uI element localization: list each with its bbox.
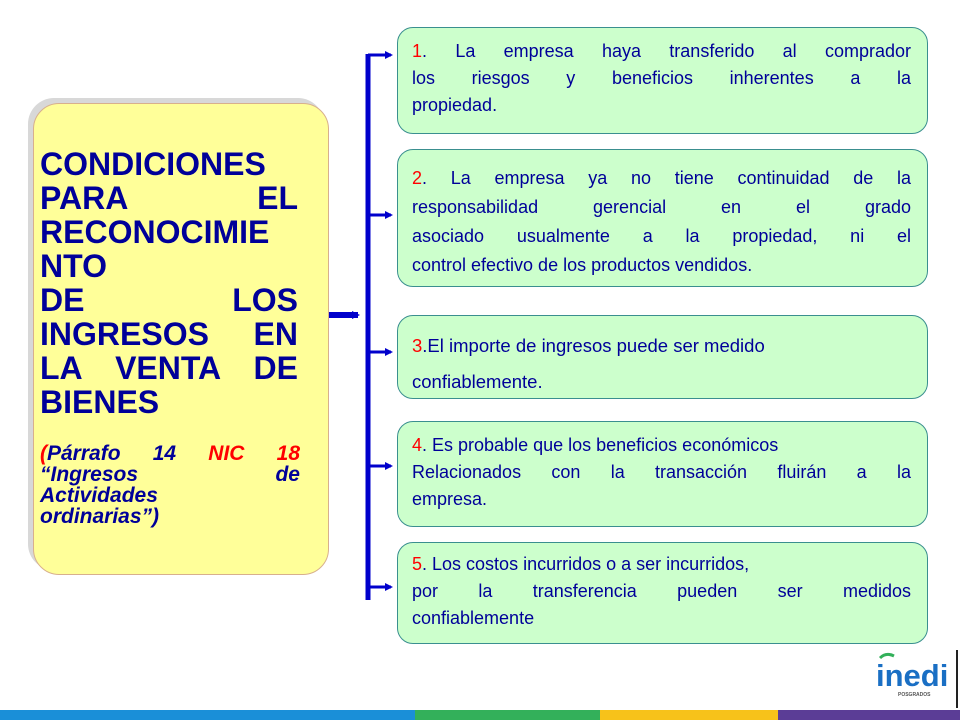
condition-text: .El importe de ingresos puede ser medido	[422, 335, 765, 356]
condition-box-4	[397, 421, 928, 527]
main-title-line: RECONOCIMIE	[40, 214, 270, 250]
condition-line	[412, 38, 911, 65]
condition-line	[412, 432, 911, 459]
condition-box-3	[397, 315, 928, 399]
subtitle-line-4: ordinarias”)	[40, 505, 160, 528]
condition-text: empresa.	[412, 489, 488, 509]
subtitle-line-1	[40, 443, 300, 464]
condition-box-2	[397, 149, 928, 287]
main-title-line: LA VENTA DE	[40, 350, 298, 386]
condition-text: . Es probable que los beneficios económicos	[422, 435, 779, 455]
bar-segment-blue	[0, 710, 415, 720]
inedi-logo-mark	[876, 650, 960, 710]
condition-number: 5	[412, 554, 423, 574]
condition-text: confiablemente	[412, 608, 535, 628]
logo-text: inedi	[876, 658, 949, 693]
subtitle-quote: “Ingresos	[40, 463, 139, 486]
condition-text: asociado usualmente a la propiedad, ni el	[412, 226, 911, 246]
subtitle-paren: (	[40, 442, 47, 465]
condition-number: 2	[412, 168, 423, 188]
subtitle-de: de	[275, 463, 300, 486]
condition-text: propiedad.	[412, 95, 498, 115]
inedi-logo	[876, 650, 960, 710]
condition-text: los riesgos y beneficios inherentes a la	[412, 68, 911, 88]
condition-box-1	[397, 27, 928, 134]
main-title-line: CONDICIONES	[40, 146, 266, 182]
condition-number: 1	[412, 41, 423, 61]
main-title-line: INGRESOS EN	[40, 316, 298, 352]
bar-segment-purple	[778, 710, 960, 720]
subtitle-line-3: Actividades	[40, 484, 158, 507]
main-title-line: DE LOS	[40, 282, 298, 318]
condition-text: Relacionados con la transacción fluirán a la	[412, 462, 911, 482]
condition-number: 4	[412, 435, 423, 455]
logo-subtext: POSGRADOS	[898, 692, 931, 698]
bar-segment-yellow	[600, 710, 778, 720]
subtitle-nic: NIC 18	[208, 442, 300, 465]
condition-text: responsabilidad gerencial en el grado	[412, 197, 911, 217]
bar-segment-green	[415, 710, 600, 720]
condition-text: control efectivo de los productos vendidos.	[412, 255, 753, 275]
condition-line	[412, 328, 911, 364]
condition-text: . La empresa ya no tiene continuidad de la	[422, 168, 911, 188]
subtitle-paragraph: Párrafo 14	[47, 442, 209, 465]
condition-text: confiablemente.	[412, 371, 543, 392]
condition-number: 3	[412, 335, 423, 356]
subtitle-line-2	[40, 464, 300, 485]
main-title-line: NTO	[40, 248, 107, 284]
condition-text: . La empresa haya transferido al comprador	[422, 41, 911, 61]
main-title-line: PARA EL	[40, 180, 298, 216]
bottom-color-bar	[0, 710, 960, 720]
main-title-line: BIENES	[40, 384, 160, 420]
condition-line	[412, 551, 911, 578]
main-subtitle	[40, 443, 300, 527]
condition-box-5	[397, 542, 928, 644]
condition-text: por la transferencia pueden ser medidos	[412, 581, 911, 601]
condition-text: . Los costos incurridos o a ser incurridos,	[422, 554, 750, 574]
main-title	[40, 147, 298, 419]
condition-line	[412, 164, 911, 193]
